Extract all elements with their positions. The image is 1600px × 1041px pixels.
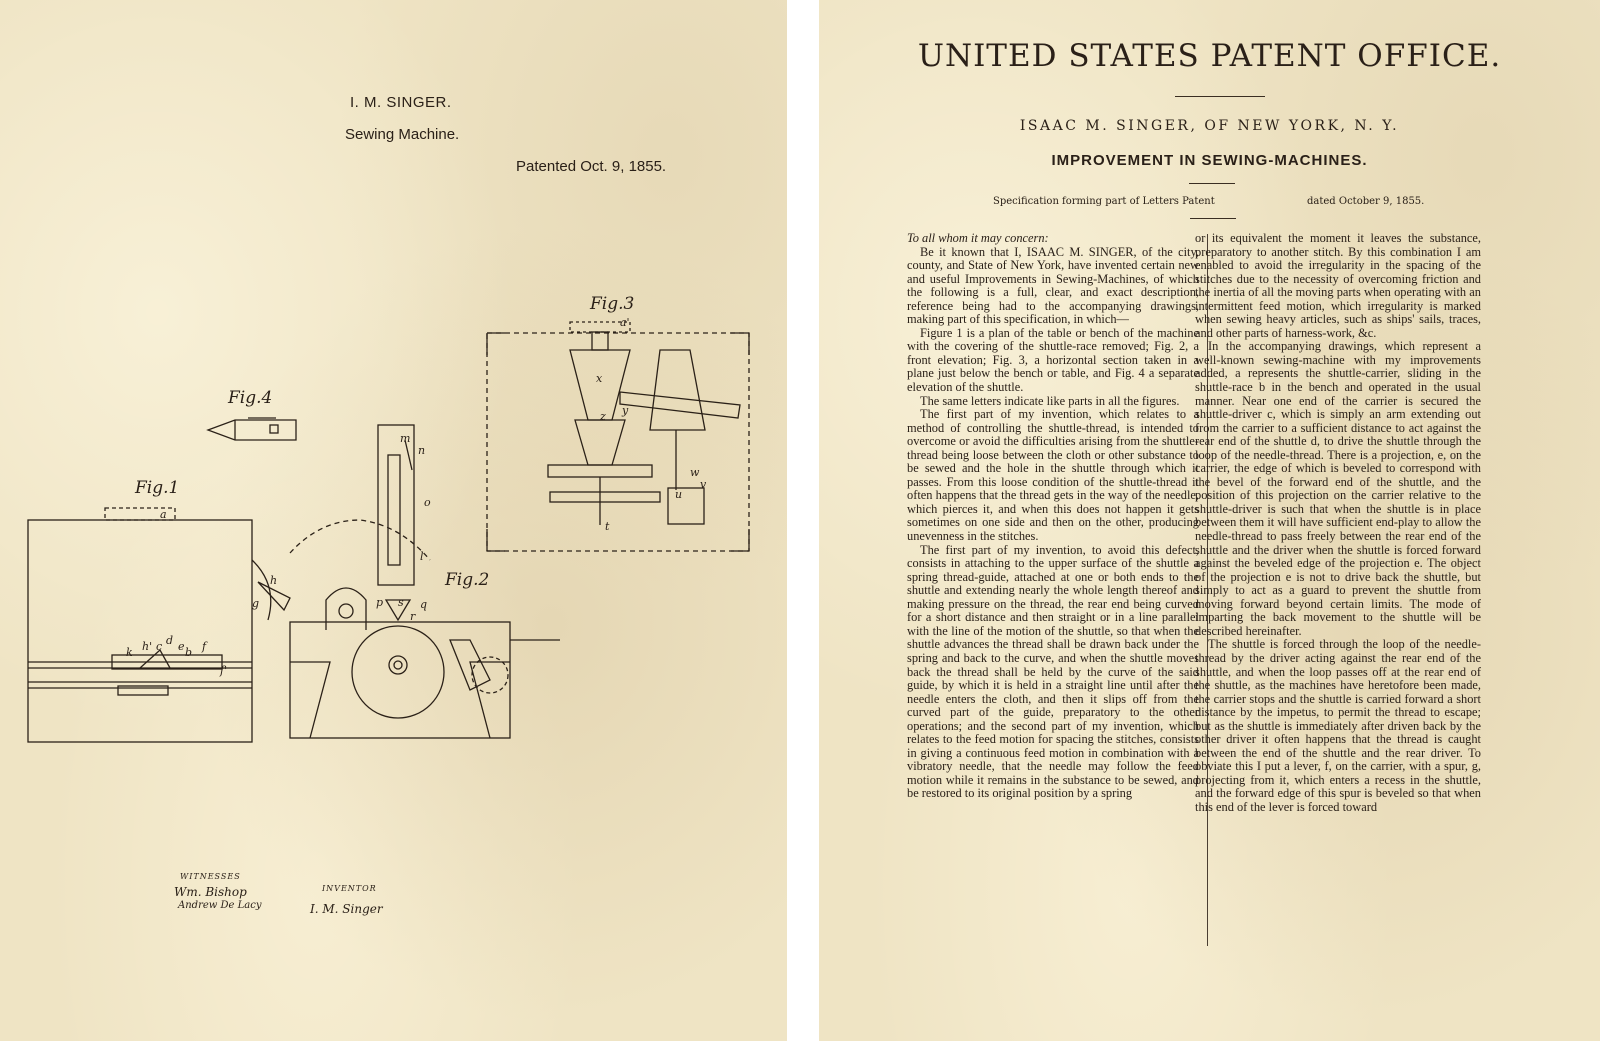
- part-letter: v: [700, 478, 707, 491]
- fig2-elevation-drawing: [290, 425, 560, 738]
- part-letter: s: [398, 596, 404, 609]
- part-letter: n: [418, 444, 426, 457]
- paragraph: Figure 1 is a plan of the table or bench of the machine with the covering of the shuttle-race removed; Fig. 2, a front elevation; Fig. 3, a horizontal section taken in a plane just below the bench or table, and Fig. 4 a separate elevation of the shuttle.: [907, 325, 1199, 395]
- part-letter: h': [142, 640, 153, 653]
- part-letter: f': [220, 664, 228, 677]
- part-letter: q: [420, 598, 428, 611]
- applicant-line: ISAAC M. SINGER, OF NEW YORK, N. Y.: [1019, 118, 1400, 134]
- inventor-label: INVENTOR: [322, 884, 377, 893]
- salutation: To all whom it may concern:: [907, 231, 1049, 245]
- paragraph: Be it known that I, ISAAC M. SINGER, of the city, county, and State of New York, have invented certain new and useful Improvements in Sewing-Machines, of which the following is a full, clear, and exact description, reference being had to the accompanying drawings, making part of this specification, in which—: [907, 244, 1199, 327]
- part-letter: m: [400, 432, 411, 445]
- part-letter: k: [126, 646, 133, 659]
- fig3-label: Fig.3: [590, 294, 635, 314]
- part-letter: a: [160, 508, 167, 521]
- part-letter: o: [424, 496, 431, 509]
- part-letter: d: [166, 634, 174, 647]
- part-letter: f: [202, 640, 207, 653]
- part-letter: z: [600, 410, 606, 423]
- paragraph: In the accompanying drawings, which represent a well-known sewing-machine with my improvements added, a represents the shuttle-carrier, sliding in the shuttle-race b in the bench and operated in the usual manner. Near one end of the carrier is secured the shuttle-driver c, which is simply an arm extending out from the carrier to a sufficient distance to act against the rear end of the shuttle d, to drive the shuttle through the loop of the needle-thread. There is a projection, e, on the carrier, the edge of which is beveled to correspond with the bevel of the forward end of the shuttle, and the position of this projection on the carrier relative to the shuttle-driver is such that when the shuttle is in place between them it will have sufficient end-play to allow the needle-thread to pass freely between the rear end of the shuttle and the driver when the shuttle is forced forward against the beveled edge of the projection e. The object of the projection e is not to drive back the shuttle, but simply to act as a guard to prevent the shuttle from moving forward beyond certain limits. The mode of imparting the back movement to the shuttle will be described hereinafter.: [1195, 339, 1481, 638]
- specification-line: Specification forming part of Letters Patent: [993, 196, 1215, 207]
- inventor-signature: I. M. Singer: [310, 902, 383, 916]
- part-letter: u: [675, 488, 683, 501]
- patent-drawing: [0, 0, 787, 1041]
- fig2-label: Fig.2: [445, 570, 490, 590]
- part-letter: l: [420, 550, 424, 563]
- improvement-title: IMPROVEMENT IN SEWING-MACHINES.: [1051, 152, 1368, 169]
- part-letter: x: [596, 372, 603, 385]
- drawing-inventor-name: I. M. SINGER.: [350, 94, 452, 111]
- paragraph: The same letters indicate like parts in all the figures.: [920, 393, 1180, 408]
- fig1-plan-drawing: [28, 508, 290, 742]
- part-letter: a': [620, 316, 630, 329]
- witnesses-label: WITNESSES: [180, 872, 241, 881]
- part-letter: b: [185, 646, 193, 659]
- part-letter: w: [690, 466, 700, 479]
- part-letter: p: [376, 596, 384, 609]
- office-title: UNITED STATES PATENT OFFICE.: [917, 38, 1502, 74]
- paragraph: The shuttle is forced through the loop of the needle-thread by the driver acting against the rear end of the shuttle, and when the loop passes off at the rear end of the shuttle, as the machines have heretofore been made, the carrier stops and the shuttle is carried forward a short distance by the impetus, to permit the thread to escape; but as the shuttle is immediately after driven back by the other driver it often happens that the thread is caught between the end of the shuttle and the rear driver. To obviate this I put a lever, f, on the carrier, with a spur, g, projecting from it, which enters a recess in the shuttle, and the forward edge of this spur is beveled so that when this end of the lever is forced toward: [1195, 637, 1481, 814]
- paragraph: The first part of my invention, which relates to a method of controlling the shuttle-thread, is intended to overcome or avoid the difficulties arising from the shuttle-thread being loose between the cloth or other substance to be sewed and the hole in the shuttle through which it passes. From this loose condition of the shuttle-thread it often happens that the thread gets in the way of the needle, which pierces it, and when this does not happen it gets sometimes on one side and then on the other, producing unevenness in the stitches.: [907, 407, 1199, 544]
- witness-signature-1: Wm. Bishop: [174, 885, 247, 899]
- part-letter: g: [252, 597, 260, 610]
- witness-signature-2: Andrew De Lacy: [178, 900, 262, 911]
- title-rule: [1175, 96, 1265, 97]
- fig1-label: Fig.1: [135, 478, 180, 498]
- drawing-subject: Sewing Machine.: [345, 126, 460, 143]
- part-letter: t: [605, 520, 610, 533]
- specification-rule: [1190, 218, 1236, 219]
- part-letter: c: [156, 640, 163, 653]
- part-letter: r: [410, 610, 416, 623]
- right-text-column: [1195, 232, 1481, 815]
- drawing-patent-date: Patented Oct. 9, 1855.: [516, 158, 667, 175]
- paragraph: or its equivalent the moment it leaves the substance, preparatory to another stitch. By this combination I am enabled to avoid the irregularity in the spacing of the stitches due to the necessity of overcoming friction and the inertia of all the moving parts when operating with an intermittent feed motion, which irregularity is marked when sewing heavy articles, such as ships' sails, traces, and other parts of harness-work, &c.: [1195, 231, 1481, 340]
- improvement-rule: [1189, 183, 1235, 184]
- drawing-sheet: [0, 0, 787, 1041]
- fig4-label: Fig.4: [228, 388, 273, 408]
- specification-date: dated October 9, 1855.: [1307, 196, 1425, 207]
- part-letter: e: [178, 640, 185, 653]
- part-letter: y: [622, 404, 629, 417]
- specification-sheet: [819, 0, 1600, 1041]
- paragraph: The first part of my invention, to avoid this defect, consists in attaching to the upper surface of the shuttle a spring thread-guide, attached at one or both ends to the shuttle and extending nearly the whole length thereof and making pressure on the thread, the rear end being curved for a short distance and then straight or in a line parallel with the line of the motion of the shuttle, so that when the shuttle advances the thread shall be drawn back under the spring and back to the curve, and when the shuttle moves back the thread shall be held by the curve of the said guide, by which it is held in a straight line until after the needle enters the cloth, and then it slips off from the curved part of the guide, preparatory to the other operations; and the second part of my invention, which relates to the feed motion for spacing the stitches, consists in giving a continuous feed motion in combination with a vibratory needle, that the needle may follow the feed motion while it remains in the substance to be sewed, and be restored to its original position by a spring: [907, 542, 1199, 801]
- fig3-section-drawing: [487, 322, 749, 551]
- left-text-column: [907, 232, 1199, 801]
- fig4-shuttle-drawing: [208, 418, 296, 440]
- part-letter: h: [270, 574, 278, 587]
